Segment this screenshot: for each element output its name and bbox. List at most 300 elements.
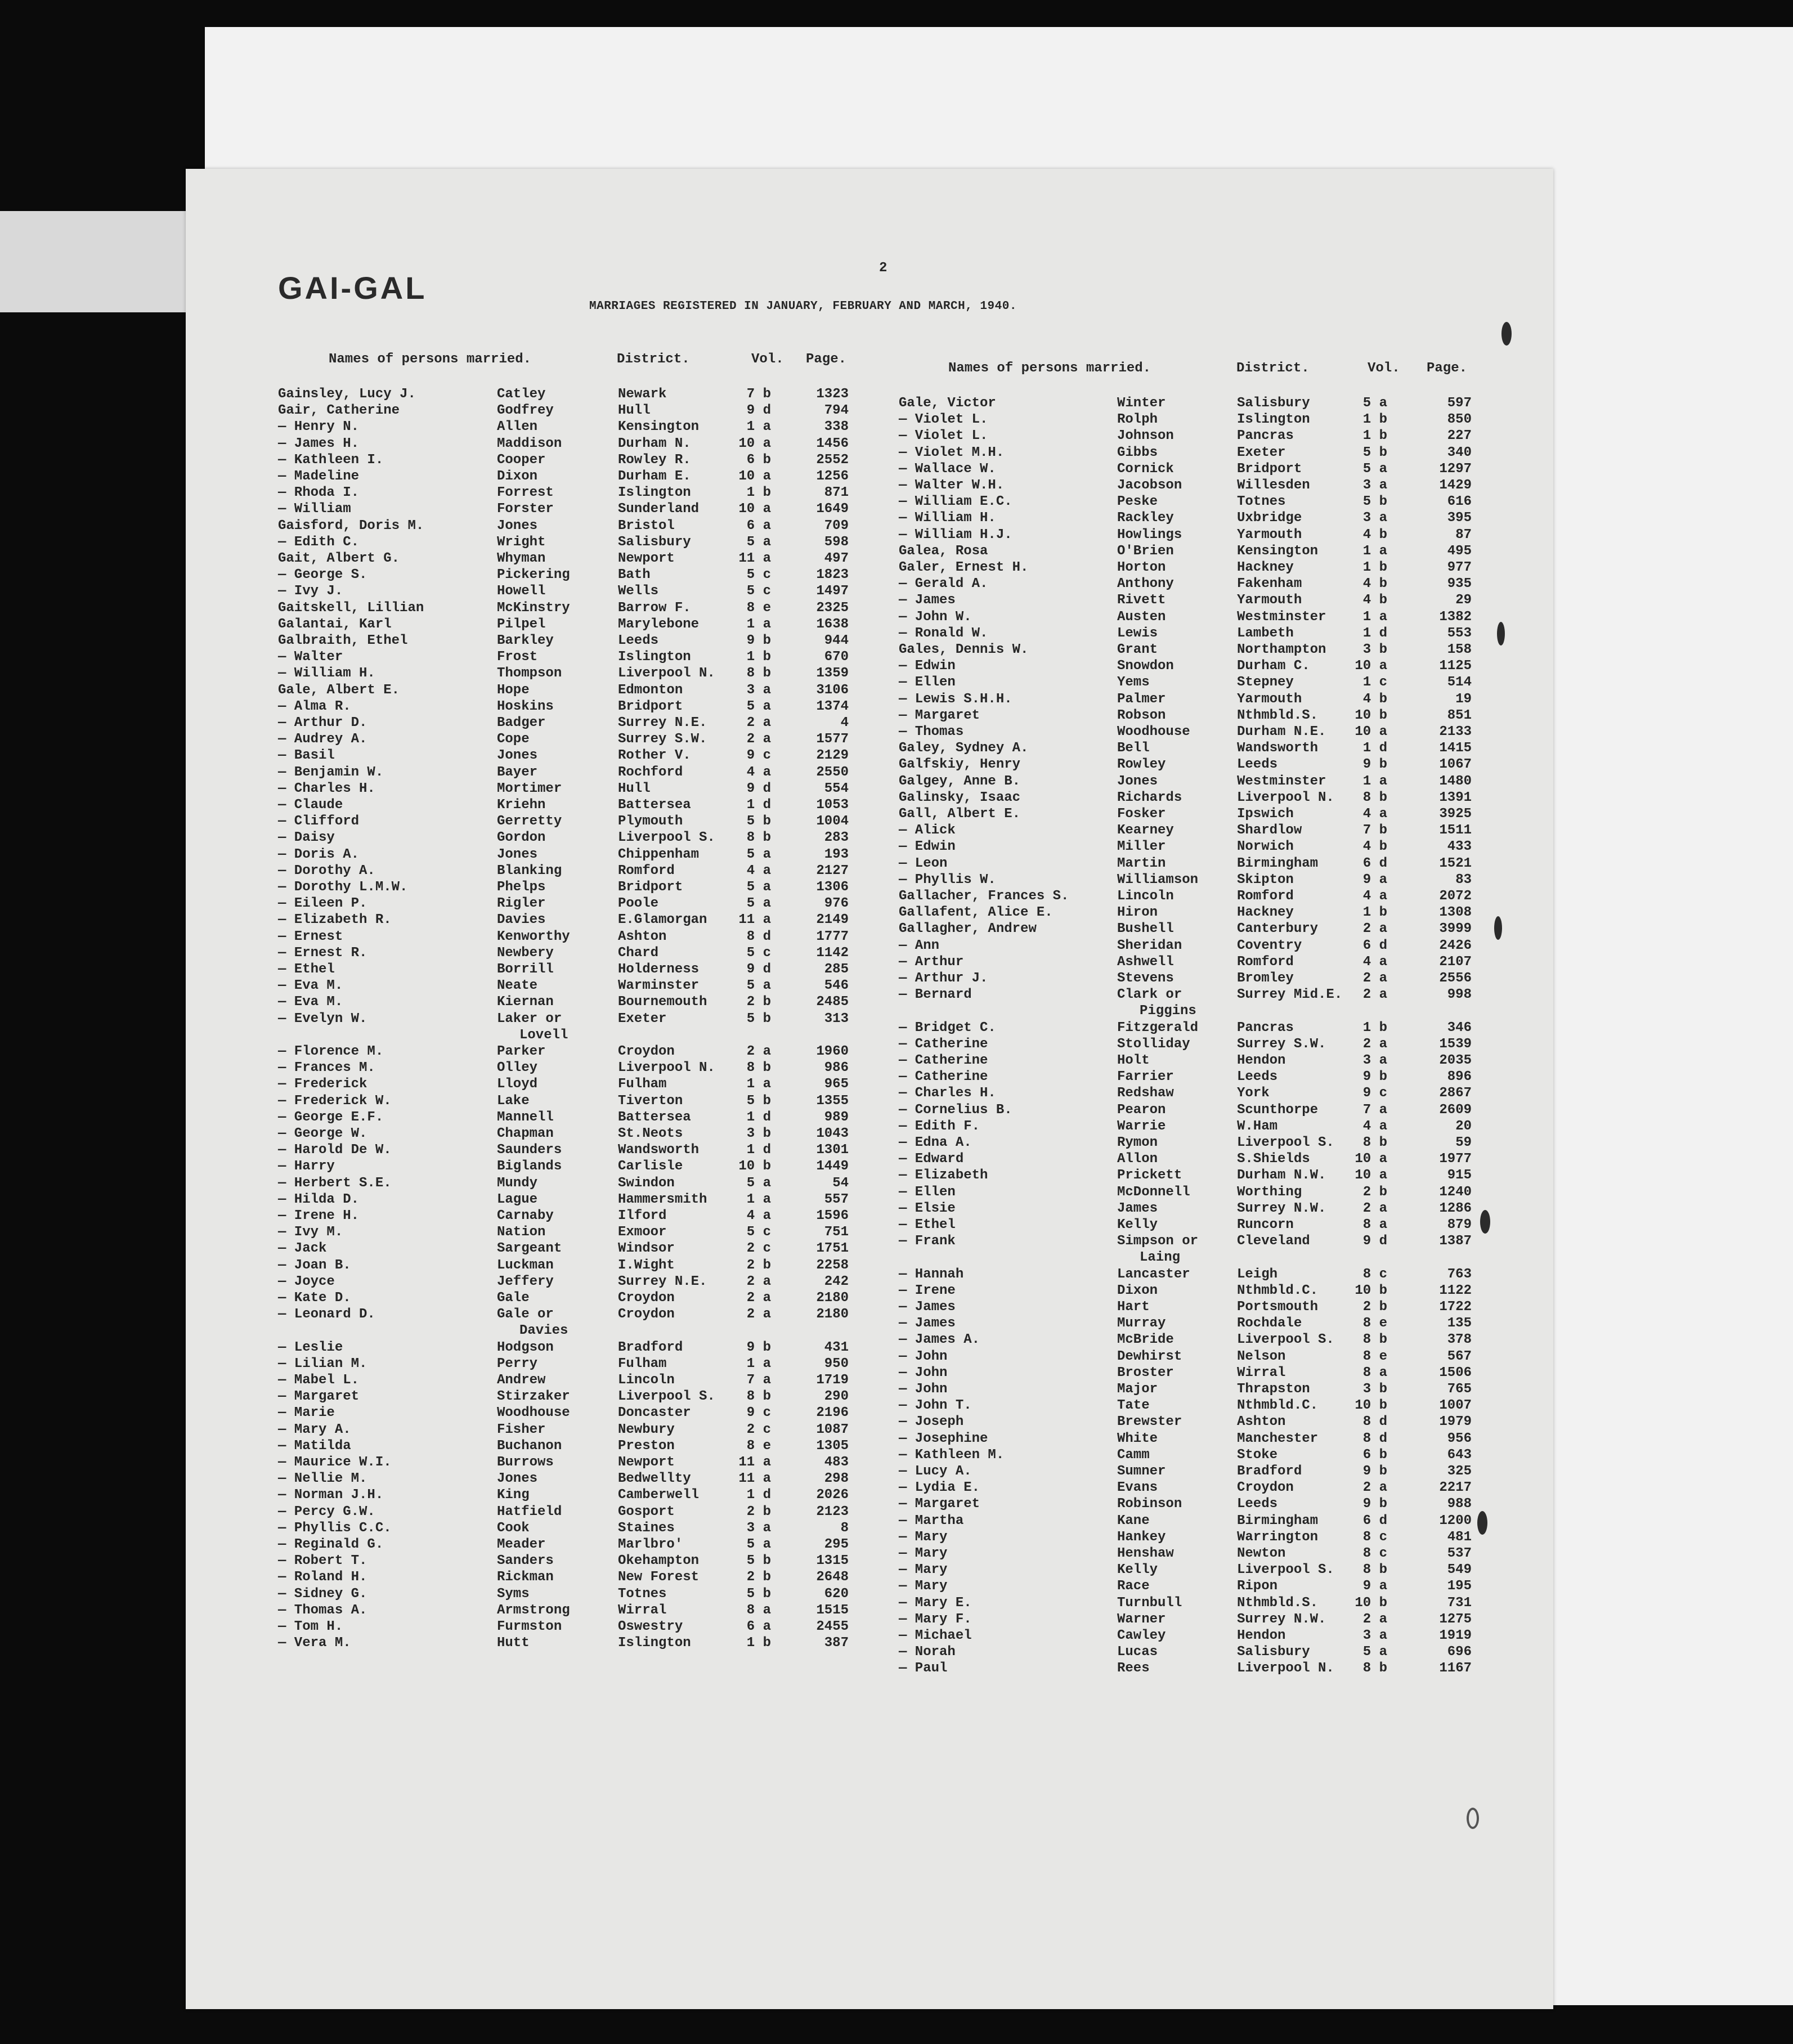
spouse-surname: Cook [497, 1520, 530, 1536]
district: Newton [1237, 1546, 1286, 1561]
person-name: Gallagher, Andrew [899, 921, 1037, 937]
district: Surrey Mid.E. [1237, 987, 1343, 1003]
spouse-surname: Evans [1117, 1480, 1158, 1496]
spouse-surname: White [1117, 1431, 1158, 1446]
volume: 2 c [746, 1422, 771, 1437]
page-ref: 1043 [816, 1126, 849, 1141]
person-name: — Basil [278, 748, 335, 764]
district: Islington [618, 1635, 691, 1651]
page-ref: 1596 [816, 1208, 849, 1223]
page-ref: 497 [824, 551, 849, 566]
spouse-surname: Hart [1117, 1299, 1150, 1315]
person-name: — Doris A. [278, 846, 360, 862]
volume: 6 a [746, 1619, 771, 1634]
spouse-surname: Olley [497, 1060, 538, 1076]
district: Liverpool S. [1237, 1332, 1334, 1348]
person-name: — Ethel [899, 1217, 956, 1232]
page-ref: 1521 [1439, 855, 1472, 871]
volume: 9 a [1362, 1579, 1387, 1594]
volume: 8 c [1362, 1529, 1387, 1545]
page-ref: 1306 [816, 880, 849, 895]
person-name: — Robert T. [278, 1553, 367, 1569]
page-ref: 54 [832, 1175, 849, 1191]
left-header-district: District. [617, 352, 690, 367]
volume: 1 a [746, 1191, 771, 1207]
district: Doncaster [618, 1405, 691, 1421]
page-ref: 1275 [1439, 1611, 1472, 1627]
page-ref: 1506 [1439, 1365, 1472, 1380]
volume: 8 b [746, 1389, 771, 1405]
spouse-surname: Nation [497, 1225, 546, 1240]
person-name: — Lydia E. [899, 1480, 980, 1496]
volume: 9 a [1362, 872, 1387, 887]
person-name: — Violet M.H. [899, 445, 1005, 460]
page-ref: 709 [824, 518, 849, 534]
volume: 4 b [1362, 839, 1387, 855]
page-ref: 1777 [816, 929, 849, 944]
spouse-surname: Redshaw [1117, 1086, 1174, 1101]
volume: 3 b [746, 1126, 771, 1141]
page-ref: 1649 [816, 501, 849, 517]
spouse-surname: Rowley [1117, 757, 1166, 773]
district: Willesden [1237, 478, 1310, 493]
spouse-surname: Neate [497, 978, 538, 994]
spouse-surname: Brewster [1117, 1414, 1182, 1430]
page-ref: 1511 [1439, 823, 1472, 839]
spouse-surname: Kiernan [497, 994, 554, 1010]
district: Hendon [1237, 1053, 1286, 1068]
spouse-surname: Palmer [1117, 691, 1166, 707]
spouse-surname: Sumner [1117, 1464, 1166, 1479]
district: Manchester [1237, 1431, 1319, 1446]
page-ref: 1449 [816, 1159, 849, 1175]
spouse-surname: Bayer [497, 764, 538, 780]
person-name: — Hilda D. [278, 1191, 360, 1207]
person-name: — Norah [899, 1644, 956, 1660]
spouse-surname: Andrew [497, 1373, 546, 1388]
spouse-surname: Hope [497, 682, 530, 698]
volume: 2 a [746, 715, 771, 730]
district: E.Glamorgan [618, 912, 707, 928]
spouse-surname: Mannell [497, 1109, 554, 1125]
left-header-page: Page. [806, 352, 847, 367]
spouse-surname: Prickett [1117, 1168, 1182, 1184]
district: Holderness [618, 962, 700, 977]
person-name: — Ernest [278, 929, 343, 944]
district: Skipton [1237, 872, 1294, 887]
page-ref: 598 [824, 534, 849, 550]
spouse-surname: Carnaby [497, 1208, 554, 1223]
page-ref: 242 [824, 1274, 849, 1289]
district: Hackney [1237, 905, 1294, 921]
district: Ipswich [1237, 806, 1294, 822]
volume: 5 a [746, 896, 771, 912]
district: Wandsworth [618, 1142, 700, 1158]
volume: 2 a [1362, 1200, 1387, 1216]
district: Camberwell [618, 1487, 700, 1503]
punch-hole [1497, 622, 1505, 646]
volume: 9 b [1362, 1069, 1387, 1085]
page-ref: 794 [824, 403, 849, 419]
district: Nthmbld.C. [1237, 1398, 1319, 1414]
spouse-surname: Austen [1117, 609, 1166, 625]
punch-hole [1480, 1210, 1490, 1234]
person-name: — Audrey A. [278, 732, 367, 747]
spouse-surname: Jeffery [497, 1274, 554, 1289]
district: Ilford [618, 1208, 667, 1223]
volume: 9 d [746, 962, 771, 977]
volume: 5 b [1362, 494, 1387, 510]
district: Battersea [618, 1109, 691, 1125]
district: Northampton [1237, 642, 1326, 657]
district: Marlbro' [618, 1537, 683, 1552]
spouse-surname: Furmston [497, 1619, 562, 1634]
district: Durham N.E. [1237, 724, 1326, 739]
volume: 5 b [1362, 445, 1387, 460]
page-ref: 765 [1447, 1382, 1472, 1397]
page-ref: 1515 [816, 1602, 849, 1618]
district: Bournemouth [618, 994, 707, 1010]
volume: 8 e [1362, 1348, 1387, 1364]
volume: 10 a [1355, 1151, 1387, 1167]
page-ref: 567 [1447, 1348, 1472, 1364]
person-name: — Ellen [899, 675, 956, 691]
spouse-surname: Snowdon [1117, 658, 1174, 674]
page-ref: 935 [1447, 576, 1472, 592]
page-ref: 1429 [1439, 478, 1472, 493]
person-name: — Claude [278, 797, 343, 813]
spouse-surname: Woodhouse [497, 1405, 570, 1421]
person-name: — George W. [278, 1126, 367, 1141]
spouse-surname: Dixon [1117, 1283, 1158, 1298]
person-name: — John [899, 1348, 948, 1364]
page-ref: 4 [840, 715, 849, 730]
volume: 2 b [746, 1257, 771, 1273]
spouse-surname: Stirzaker [497, 1389, 570, 1405]
page-ref: 2196 [816, 1405, 849, 1421]
person-name: — William [278, 501, 351, 517]
person-name: — Ivy J. [278, 584, 343, 599]
volume: 4 a [1362, 806, 1387, 822]
volume: 8 e [1362, 1316, 1387, 1332]
spouse-surname: Lancaster [1117, 1266, 1190, 1282]
person-name: — Joan B. [278, 1257, 351, 1273]
spouse-surname: Grant [1117, 642, 1158, 657]
spouse-surname: Fitzgerald [1117, 1020, 1199, 1036]
person-name: — Irene [899, 1283, 956, 1298]
page-ref: 87 [1455, 527, 1472, 543]
person-name: Gainsley, Lucy J. [278, 387, 416, 402]
spouse-surname: Thompson [497, 666, 562, 682]
page-ref: 2258 [816, 1257, 849, 1273]
page-ref: 2133 [1439, 724, 1472, 739]
district: Islington [1237, 412, 1310, 428]
page-ref: 597 [1447, 396, 1472, 411]
district: Worthing [1237, 1184, 1302, 1200]
page-ref: 2123 [816, 1504, 849, 1519]
district: Cleveland [1237, 1234, 1310, 1249]
district: Swindon [618, 1175, 675, 1191]
district: Warminster [618, 978, 700, 994]
district: Islington [618, 649, 691, 665]
spouse-surname: Phelps [497, 880, 546, 895]
volume: 6 b [746, 452, 771, 468]
spouse-surname: Jones [1117, 773, 1158, 789]
district: Nthmbld.S. [1237, 707, 1319, 723]
punch-hole [1501, 322, 1512, 346]
volume: 7 b [746, 387, 771, 402]
district: Hendon [1237, 1628, 1286, 1643]
spouse-surname: Hodgson [497, 1339, 554, 1355]
spouse-surname: Forster [497, 501, 554, 517]
district: Surrey N.E. [618, 1274, 707, 1289]
person-name: — Margaret [278, 1389, 360, 1405]
volume: 5 a [746, 1175, 771, 1191]
district: Leigh [1237, 1266, 1278, 1282]
district: Wells [618, 584, 659, 599]
person-name: — Paul [899, 1661, 948, 1677]
person-name: Gale, Victor [899, 396, 996, 411]
page-ref: 2867 [1439, 1086, 1472, 1101]
district: Liverpool N. [618, 1060, 715, 1076]
district: Fulham [618, 1077, 667, 1092]
person-name: — William H.J. [899, 527, 1012, 543]
spouse-surname: Murray [1117, 1316, 1166, 1332]
district: Salisbury [618, 534, 691, 550]
person-name: — Frederick [278, 1077, 367, 1092]
page-ref: 763 [1447, 1266, 1472, 1282]
person-name: — Leon [899, 855, 948, 871]
person-name: — Ivy M. [278, 1225, 343, 1240]
district: Liverpool S. [1237, 1562, 1334, 1578]
page-ref: 8 [840, 1520, 849, 1536]
page-title: MARRIAGES REGISTERED IN JANUARY, FEBRUARY AND MARCH, 1940. [589, 300, 1017, 313]
district: Edmonton [618, 682, 683, 698]
volume: 1 d [746, 797, 771, 813]
page-ref: 290 [824, 1389, 849, 1405]
volume: 4 a [746, 863, 771, 878]
spouse-surname: Howell [497, 584, 546, 599]
page-ref: 1480 [1439, 773, 1472, 789]
volume: 8 e [746, 600, 771, 616]
volume: 2 a [1362, 1036, 1387, 1052]
person-name: — Cornelius B. [899, 1102, 1012, 1118]
page-ref: 1387 [1439, 1234, 1472, 1249]
page-ref: 433 [1447, 839, 1472, 855]
page-ref: 944 [824, 633, 849, 648]
district: Totnes [618, 1586, 667, 1602]
volume: 2 b [746, 1504, 771, 1519]
district: Surrey S.W. [618, 732, 707, 747]
district: Yarmouth [1237, 691, 1302, 707]
person-name: — Norman J.H. [278, 1487, 384, 1503]
volume: 1 d [746, 1109, 771, 1125]
page-ref: 1067 [1439, 757, 1472, 773]
person-name: — Madeline [278, 469, 360, 484]
person-name: — Edward [899, 1151, 964, 1167]
volume: 8 b [746, 830, 771, 846]
district: W.Ham [1237, 1118, 1278, 1134]
district: Chard [618, 945, 659, 961]
person-name: — Rhoda I. [278, 485, 360, 501]
page-ref: 2609 [1439, 1102, 1472, 1118]
page-ref: 1142 [816, 945, 849, 961]
page-ref: 537 [1447, 1546, 1472, 1561]
district: Salisbury [1237, 396, 1310, 411]
person-name: — John [899, 1382, 948, 1397]
spouse-surname: Mortimer [497, 781, 562, 796]
volume: 8 b [1362, 790, 1387, 805]
district: Islington [618, 485, 691, 501]
person-name: Galer, Ernest H. [899, 560, 1029, 575]
person-name: — Eva M. [278, 978, 343, 994]
page-ref: 1087 [816, 1422, 849, 1437]
page-ref: 956 [1447, 1431, 1472, 1446]
person-name: — Phyllis C.C. [278, 1520, 392, 1536]
person-name: — George E.F. [278, 1109, 384, 1125]
district: Exmoor [618, 1225, 667, 1240]
district: Croydon [618, 1290, 675, 1306]
district: Coventry [1237, 938, 1302, 953]
person-name: — Benjamin W. [278, 764, 384, 780]
person-name: — John T. [899, 1398, 972, 1414]
person-name: — Elizabeth R. [278, 912, 392, 928]
person-name: — Henry N. [278, 419, 360, 435]
volume: 3 b [1362, 642, 1387, 657]
spouse-surname: Woodhouse [1117, 724, 1190, 739]
district: Surrey N.W. [1237, 1200, 1326, 1216]
volume: 4 b [1362, 691, 1387, 707]
person-name: — Edith C. [278, 534, 360, 550]
person-name: — Arthur J. [899, 971, 988, 986]
page-ref: 2127 [816, 863, 849, 878]
person-name: Galbraith, Ethel [278, 633, 408, 648]
spouse-surname: Biglands [497, 1159, 562, 1175]
volume: 2 a [1362, 1611, 1387, 1627]
spouse-surname: O'Brien [1117, 543, 1174, 559]
page-ref: 989 [824, 1109, 849, 1125]
page-ref: 1308 [1439, 905, 1472, 921]
district: Battersea [618, 797, 691, 813]
page-ref: 977 [1447, 560, 1472, 575]
spouse-surname: Anthony [1117, 576, 1174, 592]
page-ref: 1977 [1439, 1151, 1472, 1167]
person-name: — Joyce [278, 1274, 335, 1289]
district: Rochford [618, 764, 683, 780]
page-ref: 553 [1447, 625, 1472, 641]
volume: 11 a [738, 1471, 771, 1487]
spouse-surname: Luckman [497, 1257, 554, 1273]
spouse-surname: Parker [497, 1044, 546, 1059]
page-ref: 83 [1455, 872, 1472, 887]
person-name: — Lilian M. [278, 1356, 367, 1371]
person-name: Gallacher, Frances S. [899, 889, 1069, 904]
spouse-surname: Race [1117, 1579, 1150, 1594]
volume: 8 b [1362, 1135, 1387, 1150]
spouse-surname: Frost [497, 649, 538, 665]
volume: 10 b [1355, 1398, 1387, 1414]
person-name: — Harry [278, 1159, 335, 1175]
spouse-surname: Robinson [1117, 1496, 1182, 1512]
volume: 4 a [1362, 954, 1387, 970]
volume: 1 c [1362, 675, 1387, 691]
spouse-surname: Kane [1117, 1513, 1150, 1528]
volume: 2 c [746, 1241, 771, 1257]
district: Bath [618, 567, 651, 583]
district: St.Neots [618, 1126, 683, 1141]
page-ref: 2648 [816, 1570, 849, 1585]
district: Totnes [1237, 494, 1286, 510]
district: Staines [618, 1520, 675, 1536]
person-name: — Roland H. [278, 1570, 367, 1585]
district: Rother V. [618, 748, 691, 764]
volume: 1 d [746, 1142, 771, 1158]
page-ref: 1323 [816, 387, 849, 402]
spouse-surname: Armstrong [497, 1602, 570, 1618]
spouse-surname: Maddison [497, 436, 562, 451]
page-ref: 1751 [816, 1241, 849, 1257]
page-ref: 158 [1447, 642, 1472, 657]
spouse-surname: Horton [1117, 560, 1166, 575]
person-name: Gale, Albert E. [278, 682, 400, 698]
spouse-surname: Peske [1117, 494, 1158, 510]
volume: 5 b [746, 1586, 771, 1602]
spouse-surname: Johnson [1117, 428, 1174, 444]
volume: 3 a [746, 1520, 771, 1536]
district: Kensington [1237, 543, 1319, 559]
person-name: — Violet L. [899, 412, 988, 428]
spouse-surname: Hutt [497, 1635, 530, 1651]
spouse-surname: Jones [497, 846, 538, 862]
page-ref: 2426 [1439, 938, 1472, 953]
page-ref: 988 [1447, 1496, 1472, 1512]
volume: 2 b [746, 1570, 771, 1585]
district: Newbury [618, 1422, 675, 1437]
person-name: — Lewis S.H.H. [899, 691, 1012, 707]
spouse-surname: Blanking [497, 863, 562, 878]
volume: 1 b [1362, 1020, 1387, 1036]
page-ref: 19 [1455, 691, 1472, 707]
district: Thrapston [1237, 1382, 1310, 1397]
district: Yarmouth [1237, 593, 1302, 608]
spouse-surname: Davies [497, 912, 546, 928]
page-ref: 2217 [1439, 1480, 1472, 1496]
page-ref: 1125 [1439, 658, 1472, 674]
person-name: — Violet L. [899, 428, 988, 444]
page-ref: 998 [1447, 987, 1472, 1003]
person-name: — Dorothy L.M.W. [278, 880, 408, 895]
spouse-surname: Lloyd [497, 1077, 538, 1092]
district: Croydon [618, 1307, 675, 1323]
person-name: — Kate D. [278, 1290, 351, 1306]
page-ref: 283 [824, 830, 849, 846]
spouse-surname: Pickering [497, 567, 570, 583]
right-header-vol: Vol. [1368, 361, 1400, 376]
page-ref: 495 [1447, 543, 1472, 559]
person-name: — Daisy [278, 830, 335, 846]
spouse-surname: Fisher [497, 1422, 546, 1437]
person-name: — Nellie M. [278, 1471, 367, 1487]
volume: 8 d [746, 929, 771, 944]
page-ref: 2180 [816, 1290, 849, 1306]
volume: 9 c [746, 748, 771, 764]
person-name: — Leslie [278, 1339, 343, 1355]
person-name: — John W. [899, 609, 972, 625]
volume: 4 a [746, 764, 771, 780]
spouse-surname: Robson [1117, 707, 1166, 723]
person-name: — James A. [899, 1332, 980, 1348]
spouse-surname: Broster [1117, 1365, 1174, 1380]
